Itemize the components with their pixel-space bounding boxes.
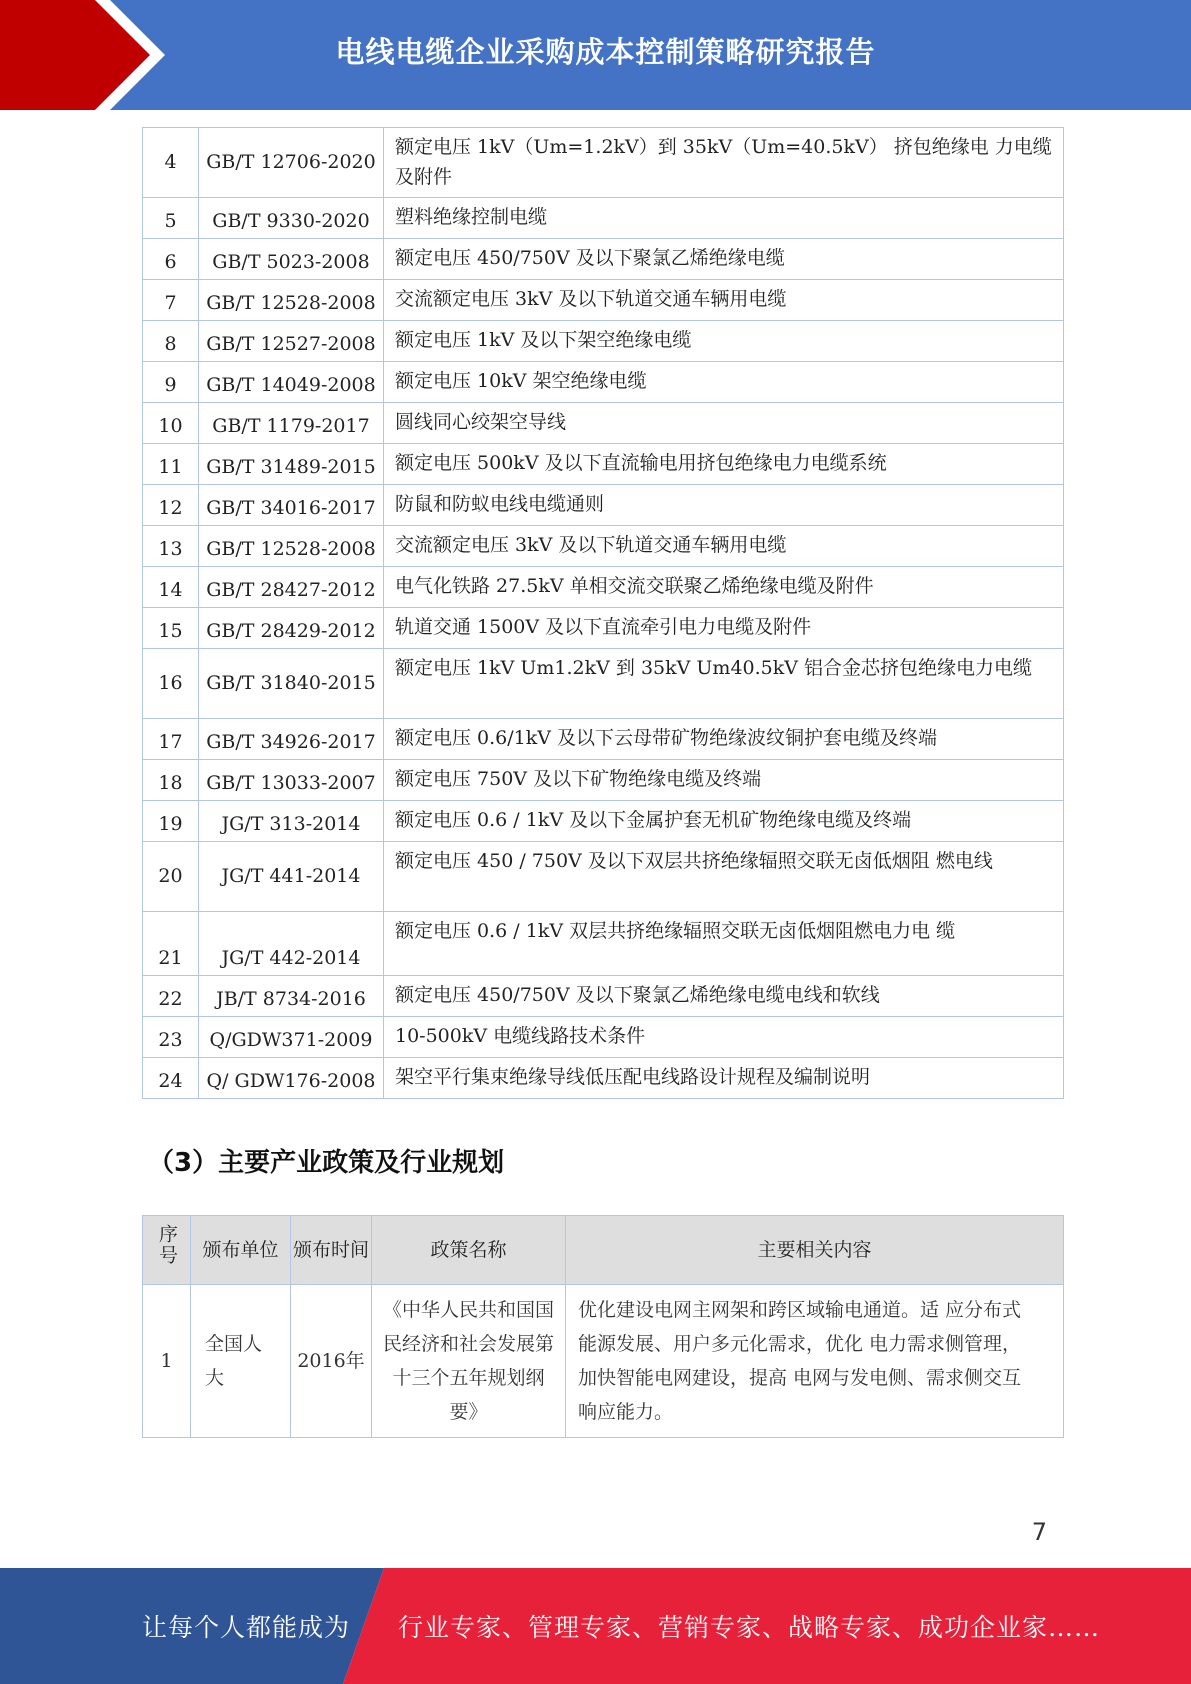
table-row	[143, 362, 1064, 403]
standard-code: Q/ GDW176-2008	[199, 1058, 384, 1099]
table-row	[143, 912, 1064, 976]
standard-name: 10-500kV 电缆线路技术条件	[384, 1017, 1064, 1058]
standard-name: 防鼠和防蚁电线电缆通则	[384, 485, 1064, 526]
standard-name: 额定电压 450/750V 及以下聚氯乙烯绝缘电缆	[384, 239, 1064, 280]
standard-name: 额定电压 450/750V 及以下聚氯乙烯绝缘电缆电线和软线	[384, 976, 1064, 1017]
standard-name: 额定电压 0.6 / 1kV 及以下金属护套无机矿物绝缘电缆及终端	[384, 801, 1064, 842]
standard-name: 额定电压 450 / 750V 及以下双层共挤绝缘辐照交联无卤低烟阻 燃电线	[384, 842, 1064, 912]
policy-unit: 全国人大	[191, 1285, 291, 1438]
standard-name: 交流额定电压 3kV 及以下轨道交通车辆用电缆	[384, 526, 1064, 567]
table-row	[143, 239, 1064, 280]
standard-no: 18	[143, 760, 199, 801]
header-unit: 颁布单位	[191, 1216, 291, 1285]
standard-name: 额定电压 0.6 / 1kV 双层共挤绝缘辐照交联无卤低烟阻燃电力电 缆	[384, 912, 1064, 976]
standard-name: 塑料绝缘控制电缆	[384, 198, 1064, 239]
table-row	[143, 1285, 1064, 1438]
standard-no: 6	[143, 239, 199, 280]
policy-table-header	[143, 1216, 1064, 1285]
standard-no: 8	[143, 321, 199, 362]
standard-name: 额定电压 500kV 及以下直流输电用挤包绝缘电力电缆系统	[384, 444, 1064, 485]
policy-no: 1	[143, 1285, 191, 1438]
standard-no: 19	[143, 801, 199, 842]
standard-no: 20	[143, 842, 199, 912]
standard-code: GB/T 12706-2020	[199, 128, 384, 198]
table-row	[143, 485, 1064, 526]
page-footer	[0, 1568, 1191, 1684]
table-row	[143, 842, 1064, 912]
standard-code: JG/T 313-2014	[199, 801, 384, 842]
standard-name: 圆线同心绞架空导线	[384, 403, 1064, 444]
table-row	[143, 403, 1064, 444]
standard-name: 额定电压 1kV Um1.2kV 到 35kV Um40.5kV 铝合金芯挤包绝缘电力电缆	[384, 649, 1064, 719]
standard-code: GB/T 12527-2008	[199, 321, 384, 362]
policy-content: 优化建设电网主网架和跨区域输电通道。适 应分布式能源发展、用户多元化需求，优化 电力需求侧管理，加快智能电网建设，提高 电网与发电侧、需求侧交互响应能力。	[566, 1285, 1064, 1438]
standard-code: GB/T 34926-2017	[199, 719, 384, 760]
standard-name: 额定电压 10kV 架空绝缘电缆	[384, 362, 1064, 403]
standard-name: 额定电压 750V 及以下矿物绝缘电缆及终端	[384, 760, 1064, 801]
standard-name: 交流额定电压 3kV 及以下轨道交通车辆用电缆	[384, 280, 1064, 321]
table-row	[143, 567, 1064, 608]
standard-code: GB/T 31840-2015	[199, 649, 384, 719]
section-heading: （3）主要产业政策及行业规划	[148, 1148, 505, 1178]
standard-code: GB/T 12528-2008	[199, 280, 384, 321]
header-time: 颁布时间	[291, 1216, 372, 1285]
standard-code: GB/T 34016-2017	[199, 485, 384, 526]
table-row	[143, 198, 1064, 239]
standard-code: GB/T 13033-2007	[199, 760, 384, 801]
standard-no: 12	[143, 485, 199, 526]
header-content: 主要相关内容	[566, 1216, 1064, 1285]
standard-code: JB/T 8734-2016	[199, 976, 384, 1017]
standard-no: 11	[143, 444, 199, 485]
table-row	[143, 608, 1064, 649]
policy-name: 《中华人民共和国国民经济和社会发展第十三个五年规划纲要》	[372, 1285, 566, 1438]
table-row	[143, 976, 1064, 1017]
standard-no: 4	[143, 128, 199, 198]
standard-code: GB/T 28427-2012	[199, 567, 384, 608]
standard-no: 23	[143, 1017, 199, 1058]
standard-code: JG/T 442-2014	[199, 912, 384, 976]
standard-name: 电气化铁路 27.5kV 单相交流交联聚乙烯绝缘电缆及附件	[384, 567, 1064, 608]
header-no: 序号	[143, 1216, 191, 1285]
standard-no: 21	[143, 912, 199, 976]
table-row	[143, 128, 1064, 198]
footer-slogan-right: 行业专家、管理专家、营销专家、战略专家、成功企业家……	[398, 1613, 1101, 1642]
standard-code: Q/GDW371-2009	[199, 1017, 384, 1058]
standard-code: GB/T 1179-2017	[199, 403, 384, 444]
standard-name: 额定电压 1kV 及以下架空绝缘电缆	[384, 321, 1064, 362]
table-row	[143, 760, 1064, 801]
standard-name: 架空平行集束绝缘导线低压配电线路设计规程及编制说明	[384, 1058, 1064, 1099]
standard-code: GB/T 9330-2020	[199, 198, 384, 239]
standard-code: GB/T 31489-2015	[199, 444, 384, 485]
standard-no: 15	[143, 608, 199, 649]
table-row	[143, 321, 1064, 362]
standard-code: GB/T 14049-2008	[199, 362, 384, 403]
page-header	[0, 0, 1191, 110]
standard-name: 轨道交通 1500V 及以下直流牵引电力电缆及附件	[384, 608, 1064, 649]
standard-no: 13	[143, 526, 199, 567]
standard-name: 额定电压 0.6/1kV 及以下云母带矿物绝缘波纹铜护套电缆及终端	[384, 719, 1064, 760]
standard-code: GB/T 12528-2008	[199, 526, 384, 567]
standard-no: 17	[143, 719, 199, 760]
standard-no: 9	[143, 362, 199, 403]
standard-no: 22	[143, 976, 199, 1017]
standard-code: GB/T 5023-2008	[199, 239, 384, 280]
table-row	[143, 526, 1064, 567]
table-row	[143, 444, 1064, 485]
standard-no: 14	[143, 567, 199, 608]
standards-table	[142, 127, 1064, 1099]
policy-table	[142, 1215, 1064, 1438]
standard-no: 24	[143, 1058, 199, 1099]
table-row	[143, 1017, 1064, 1058]
policy-time: 2016年	[291, 1285, 372, 1438]
footer-slogan-left: 让每个人都能成为	[142, 1613, 351, 1642]
table-row	[143, 280, 1064, 321]
table-row	[143, 801, 1064, 842]
table-row	[143, 649, 1064, 719]
report-title: 电线电缆企业采购成本控制策略研究报告	[335, 34, 876, 69]
standard-no: 7	[143, 280, 199, 321]
standard-code: JG/T 441-2014	[199, 842, 384, 912]
standard-no: 16	[143, 649, 199, 719]
standard-no: 5	[143, 198, 199, 239]
table-row	[143, 1058, 1064, 1099]
table-row	[143, 719, 1064, 760]
standard-no: 10	[143, 403, 199, 444]
standard-code: GB/T 28429-2012	[199, 608, 384, 649]
standard-name: 额定电压 1kV（Um=1.2kV）到 35kV（Um=40.5kV） 挤包绝缘电 力电缆及附件	[384, 128, 1064, 198]
page-number: 7	[1031, 1518, 1047, 1546]
header-policy-name: 政策名称	[372, 1216, 566, 1285]
